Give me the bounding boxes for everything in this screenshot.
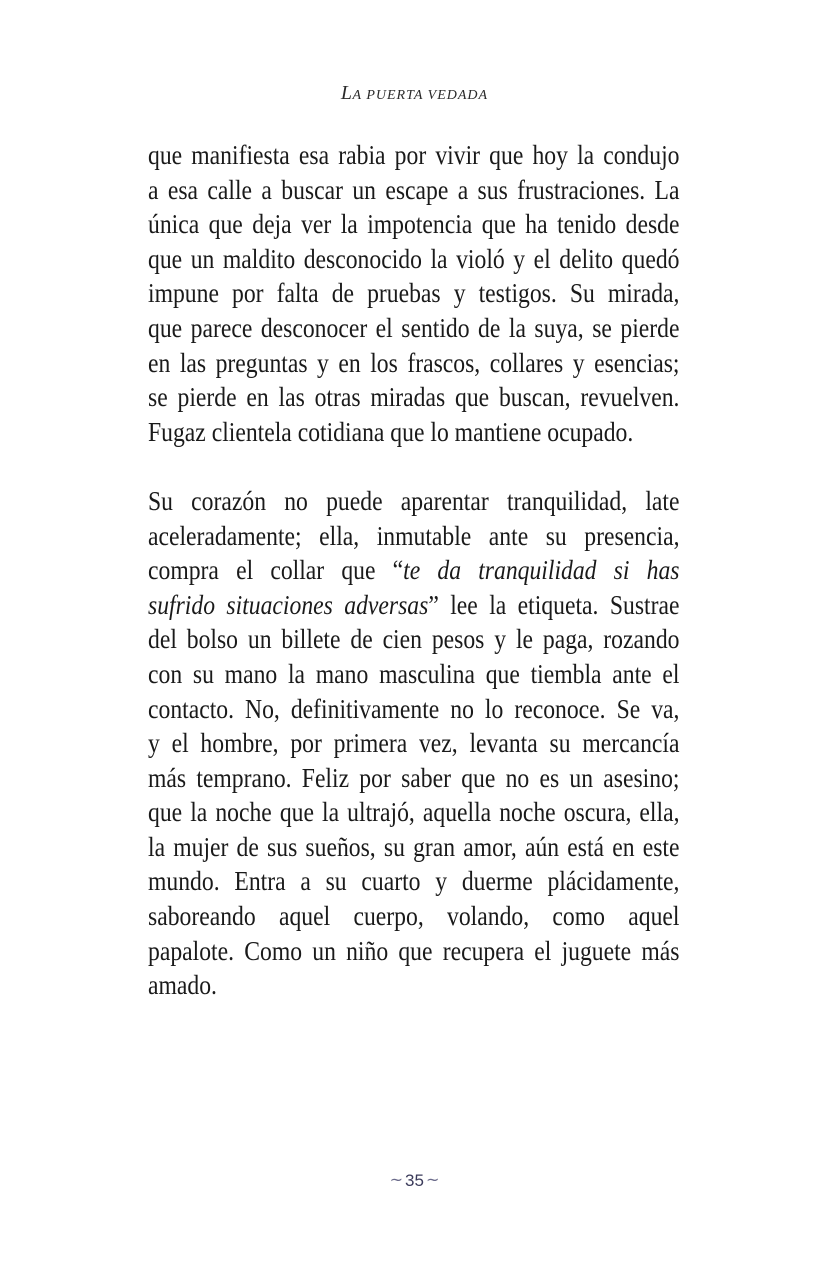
paragraph-2-line: mundo. Entra a su cuarto y duerme plácidamente, [148,865,680,897]
paragraph-1-line: que parece desconocer el sentido de la suya, se pierde [148,311,680,343]
paragraph-2-line: Su corazón no puede aparentar tranquilidad, late [148,484,680,516]
paragraph-1-line: Fugaz clientela cotidiana que lo mantiene ocupado. [148,415,634,447]
quoted-label-text: sufrido situaciones adversas [148,588,429,620]
paragraph-1-line: a esa calle a buscar un escape a sus frustraciones. La [148,173,680,205]
paragraph-1 [148,138,679,449]
paragraph-1-line: se pierde en las otras miradas que buscan, revuelven. [148,381,680,413]
paragraph-1-line: única que deja ver la impotencia que ha tenido desde [148,208,680,240]
quoted-label-text: te da tranquilidad si has [403,554,680,586]
running-head [0,82,829,105]
ornament-left-icon: ~ [389,1170,404,1189]
paragraph-2-line: aceleradamente; ella, inmutable ante su presencia, [148,519,680,551]
paragraph-2-line: más temprano. Feliz por saber que no es un asesino; [148,761,680,793]
paragraph-2-line: con su mano la mano masculina que tiembla ante el [148,657,680,689]
running-head-initial: L [340,82,353,104]
paragraph-2-text: ” lee la etiqueta. Sustrae [428,588,680,620]
ornament-right-icon: ~ [425,1170,440,1189]
page-number: 35 [405,1171,424,1190]
page-folio [0,1170,829,1191]
paragraph-2-line: papalote. Como un niño que recupera el juguete más [148,934,680,966]
paragraph-2-line: que la noche que la ultrajó, aquella noche oscura, ella, [148,796,680,828]
paragraph-1-line: en las preguntas y en los frascos, collares y esencias; [148,346,680,378]
paragraph-2 [148,484,679,1003]
paragraph-2-line: la mujer de sus sueños, su gran amor, aún está en este [148,830,680,862]
paragraph-2-line: amado. [148,969,217,1001]
paragraph-1-line: que manifiesta esa rabia por vivir que hoy la condujo [148,139,680,170]
paragraph-1-line: impune por falta de pruebas y testigos. Su mirada, [148,277,680,309]
paragraph-2-line: del bolso un billete de cien pesos y le paga, rozando [148,623,680,655]
paragraph-gap [148,449,679,484]
paragraph-1-line: que un maldito desconocido la violó y el delito quedó [148,242,680,274]
running-head-rest: A PUERTA VEDADA [352,88,489,103]
paragraph-2-line: contacto. No, definitivamente no lo reconoce. Se va, [148,692,680,724]
paragraph-2-line: y el hombre, por primera vez, levanta su mercancía [148,727,680,759]
paragraph-2-line [148,588,679,623]
paragraph-2-line: saboreando aquel cuerpo, volando, como aquel [148,900,680,932]
body-text [148,138,679,1003]
paragraph-2-line [148,553,679,588]
paragraph-2-text: compra el collar que “ [148,554,404,586]
